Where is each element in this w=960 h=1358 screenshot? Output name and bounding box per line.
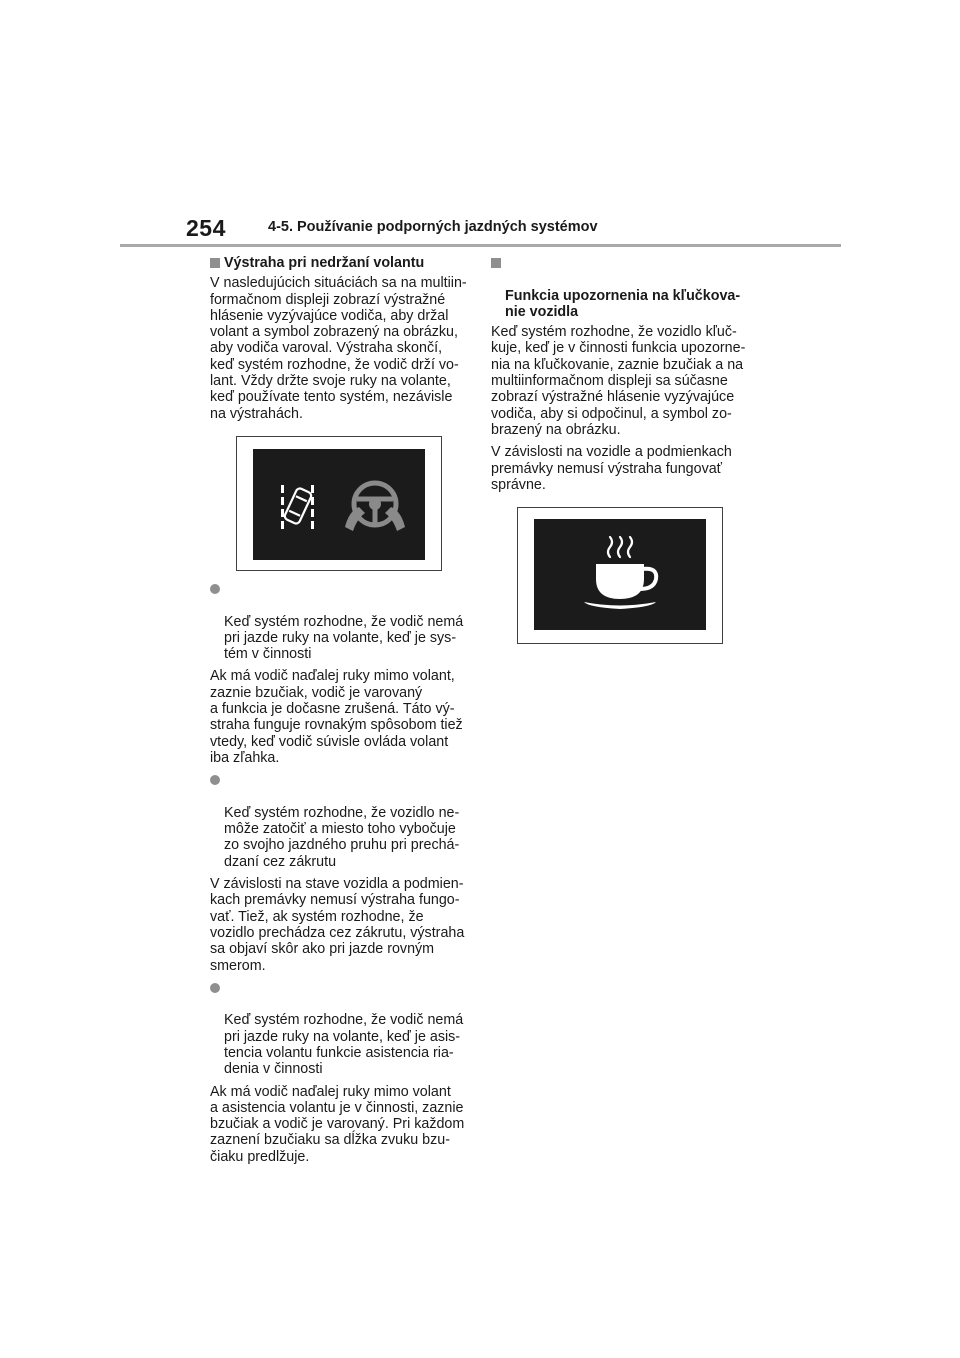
left-column — [210, 255, 468, 1171]
paragraph: V závislosti na stave vozidla a podmien- kach premávky nemusí výstraha fungo- vať. Tiež, ak systém rozhodne, že vozidlo prechádza cez zákrutu, výstraha sa objaví skôr ako pri jazde rovným smerom. — [210, 876, 465, 974]
paragraph: Ak má vodič naďalej ruky mimo volant, zaznie bzučiak, vodič je varovaný a funkcia je dočasne zrušená. Táto vý- straha funguje rovnakým spôsobom tiež vtedy, keď vodič súvisle ovláda volant iba zľahka. — [210, 668, 463, 766]
round-bullet-icon — [210, 584, 220, 594]
paragraph: V závislosti na vozidle a podmienkach premávky nemusí výstraha fungovať správne. — [491, 444, 732, 493]
heading-text: Výstraha pri nedržaní volantu — [224, 255, 425, 271]
paragraph: Keď systém rozhodne, že vozidlo kľuč- kuje, keď je v činnosti funkcia upozorne- nia na kľučkovanie, zaznie bzučiak a na multiinformačnom displeji sa súčasne zobrazí výstražné hlásenie vyzývajúce vodiča, aby si odpočinul, a symbol zo- brazený na obrázku. — [491, 324, 746, 438]
bullet-item — [210, 772, 468, 870]
hands-off-warning-figure — [236, 436, 442, 571]
bullet-text: Keď systém rozhodne, že vozidlo ne- môže zatočiť a miesto toho vybočuje zo svojho jazdného pruhu pri prechá- dzaní cez zákrutu — [224, 804, 460, 870]
paragraph: Ak má vodič naďalej ruky mimo volant a asistencia volantu je v činnosti, zaznie bzučiak a vodič je varovaný. Pri každom zaznení bzučiaku sa dĺžka zvuku bzu- čiaku predlžuje. — [210, 1083, 465, 1165]
display-screen — [253, 449, 425, 560]
sway-warning-figure — [517, 507, 723, 644]
bullet-text: Keď systém rozhodne, že vodič nemá pri jazde ruky na volante, keď je sys- tém v činnosti — [224, 613, 464, 663]
square-bullet-icon — [210, 258, 220, 268]
square-bullet-icon — [491, 258, 501, 268]
bullet-item — [210, 980, 468, 1078]
heading-text: Funkcia upozornenia na kľučkova- nie vozidla — [505, 287, 741, 320]
section-title: 4-5. Používanie podporných jazdných systémov — [268, 219, 598, 235]
display-screen — [534, 519, 706, 630]
section-heading — [210, 255, 468, 271]
lane-hands-off-steering-icon — [253, 449, 425, 560]
section-heading — [491, 255, 749, 320]
bullet-item — [210, 581, 468, 662]
header-rule — [120, 244, 841, 247]
page-number: 254 — [186, 215, 226, 241]
bullet-text: Keď systém rozhodne, že vodič nemá pri jazde ruky na volante, keď je asis- tencia volantu funkcie asistencia ria- denia v činnosti — [224, 1012, 464, 1078]
round-bullet-icon — [210, 983, 220, 993]
intro-paragraph: V nasledujúcich situáciách sa na multiin- formačnom displeji zobrazí výstražné hlásenie vyzývajúce vodiča, aby držal volant a symbol zobrazený na obrázku, aby vodiča varoval. Výstraha skončí, keď systém rozhodne, že vodič drží vo- lant. Vždy držte svoje ruky na volante, keď používate tento systém, nezávisle na výstrahách. — [210, 275, 467, 422]
right-column — [491, 255, 749, 654]
coffee-cup-icon — [534, 519, 706, 630]
round-bullet-icon — [210, 775, 220, 785]
